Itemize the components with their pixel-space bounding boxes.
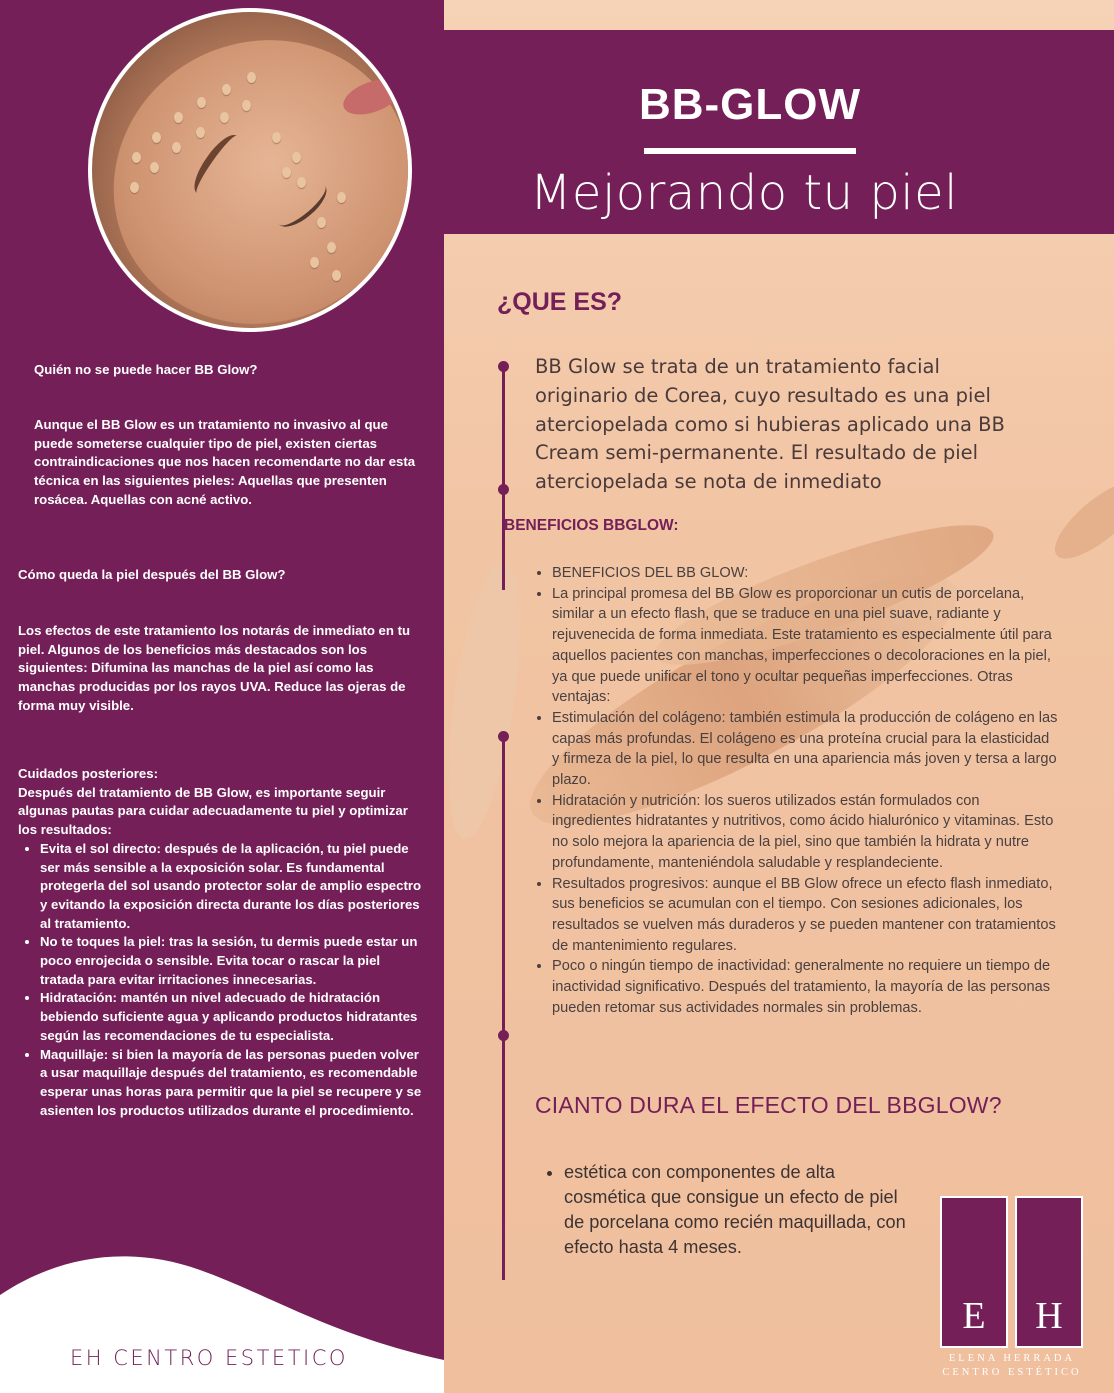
- footer-brand: EH CENTRO ESTETICO: [70, 1346, 348, 1370]
- title-divider: [644, 148, 856, 154]
- logo-name-line2: CENTRO ESTÉTICO: [942, 1367, 1082, 1378]
- duration-heading: CIANTO DURA EL EFECTO DEL BBGLOW?: [535, 1092, 1002, 1118]
- page-title: BB-GLOW: [638, 80, 862, 129]
- what-is-body: BB Glow se trata de un tratamiento facial originario de Corea, cuyo resultado es una piel aterciopelada como si hubieras aplicado una BB Cream semi-permanente. El resultado de piel aterciopelada se nota de inmediato: [535, 355, 1005, 494]
- results-title: Cómo queda la piel después del BB Glow?: [18, 567, 286, 582]
- serum-dot: [332, 270, 341, 281]
- contraindications-title: Quién no se puede hacer BB Glow?: [34, 362, 258, 377]
- face-treatment-photo: [88, 8, 412, 332]
- timeline-line: [502, 1036, 505, 1280]
- list-item: • Poco o ningún tiempo de inactividad: generalmente no requiere un tiempo de inactividad significativo. Después del tratamiento, la mayoría de las personas pueden retomar sus actividades normales sin problemas.: [552, 956, 1060, 1018]
- serum-dot: [247, 72, 256, 83]
- serum-dot: [327, 242, 336, 253]
- aftercare-intro: Después del tratamiento de BB Glow, es importante seguir algunas pautas para cuidar adecuadamente tu piel y optimizar los resultados:: [18, 784, 408, 838]
- logo-wordmark: [933, 1352, 1091, 1380]
- serum-dot: [196, 127, 205, 138]
- page-subtitle: Mejorando tu piel: [530, 165, 958, 221]
- timeline-line: [502, 736, 505, 1036]
- serum-dot: [197, 97, 206, 108]
- what-is-heading: ¿QUE ES?: [497, 288, 623, 316]
- logo-box-h: [1015, 1196, 1083, 1348]
- list-item: • Evita el sol directo: después de la aplicación, tu piel puede ser más sensible a la exposición solar. Es fundamental protegerla del sol usando protector solar de amplio espectro y evitando la exposición directa durante los días posteriores al tratamiento.: [40, 840, 422, 934]
- foundation-swirl: [444, 557, 533, 843]
- list-item: • Estimulación del colágeno: también estimula la producción de colágeno en las capas más profundas. El colágeno es una proteína crucial para la elasticidad y firmeza de la piel, lo que resulta en una apariencia más joven y tersa a largo plazo.: [552, 708, 1060, 791]
- list-item: • No te toques la piel: tras la sesión, tu dermis puede estar un poco enrojecida o sensible. Evita tocar o rascar la piel tratada para evitar irritaciones innecesarias.: [40, 933, 422, 989]
- list-item: • Hidratación: mantén un nivel adecuado de hidratación bebiendo suficiente agua y aplicando productos hidratantes según las recomendaciones de tu especialista.: [40, 989, 422, 1045]
- serum-dot: [130, 182, 139, 193]
- face-shape: [88, 8, 412, 332]
- list-item: • Maquillaje: si bien la mayoría de las personas pueden volver a usar maquillaje después del tratamiento, es recomendable esperar unas horas para permitir que la piel se recupere y se asienten los productos utilizados durante el procedimiento.: [40, 1046, 422, 1121]
- serum-dot: [222, 84, 231, 95]
- timeline-dot: [498, 361, 509, 372]
- logo-letter-h: H: [1035, 1295, 1063, 1337]
- serum-dot: [310, 257, 319, 268]
- aftercare-title: Cuidados posteriores:: [18, 766, 158, 781]
- aftercare-section: [18, 765, 422, 1120]
- serum-dot: [297, 177, 306, 188]
- logo-name-line1: ELENA HERRADA: [948, 1353, 1076, 1364]
- serum-dot: [220, 112, 229, 123]
- list-item: • Resultados progresivos: aunque el BB Glow ofrece un efecto flash inmediato, sus beneficios se acumulan con el tiempo. Con sesiones adicionales, los resultados se vuelven más duraderos y se pueden mantener con tratamientos de mantenimiento regulares.: [552, 874, 1060, 957]
- list-item: • La principal promesa del BB Glow es proporcionar un cutis de porcelana, similar a un efecto flash, que se traduce en una piel suave, radiante y rejuvenecida de forma inmediata. Este tratamiento es especialmente útil para aquellos pacientes con manchas, imperfecciones o decoloraciones en la piel, ya que puede unificar el tono y ocultar pequeñas imperfecciones. Otras ventajas:: [552, 584, 1060, 708]
- list-item: • estética con componentes de alta cosmética que consigue un efecto de piel de porcelana como recién maquillada, con efecto hasta 4 meses.: [564, 1160, 910, 1260]
- timeline-line: [502, 366, 505, 490]
- logo-box-e: [940, 1196, 1008, 1348]
- serum-dot: [337, 192, 346, 203]
- serum-dot: [150, 162, 159, 173]
- list-item: • BENEFICIOS DEL BB GLOW:: [552, 563, 1060, 584]
- contraindications-body: Aunque el BB Glow es un tratamiento no invasivo al que puede someterse cualquier tipo de piel, existen ciertas contraindicaciones que nos hacen recomendarte no dar esta técnica en las siguientes pieles: Aquellas que presenten rosácea. Aquellas con acné activo.: [34, 417, 416, 507]
- results-body: Los efectos de este tratamiento los notarás de inmediato en tu piel. Algunos de los beneficios más destacados son los siguientes: Difumina las manchas de la piel así como las manchas producidas por los rayos UVA. Reduce las ojeras de forma muy visible.: [18, 623, 411, 713]
- brand-logo: [940, 1196, 1083, 1348]
- serum-dot: [282, 167, 291, 178]
- serum-dot: [292, 152, 301, 163]
- serum-dot: [317, 217, 326, 228]
- benefits-list: [530, 563, 1060, 1018]
- logo-letter-e: E: [962, 1295, 986, 1337]
- benefits-heading: BENEFICIOS BBGLOW:: [504, 517, 679, 534]
- serum-dot: [172, 142, 181, 153]
- duration-list: [540, 1160, 910, 1260]
- serum-dot: [174, 112, 183, 123]
- list-item: • Hidratación y nutrición: los sueros utilizados están formulados con ingredientes hidratantes y nutritivos, como ácido hialurónico y vitaminas. Esto no solo mejora la apariencia de la piel, sino que también la hidrata y nutre profundamente, manteniéndola saludable y resplandeciente.: [552, 791, 1060, 874]
- serum-dot: [152, 132, 161, 143]
- timeline-dot: [498, 731, 509, 742]
- footer-wave: [0, 1240, 444, 1393]
- foundation-swirl: [1044, 469, 1114, 570]
- serum-dot: [242, 100, 251, 111]
- serum-dot: [132, 152, 141, 163]
- serum-dot: [272, 132, 281, 143]
- timeline-line: [502, 490, 505, 590]
- aftercare-list: [18, 840, 422, 1121]
